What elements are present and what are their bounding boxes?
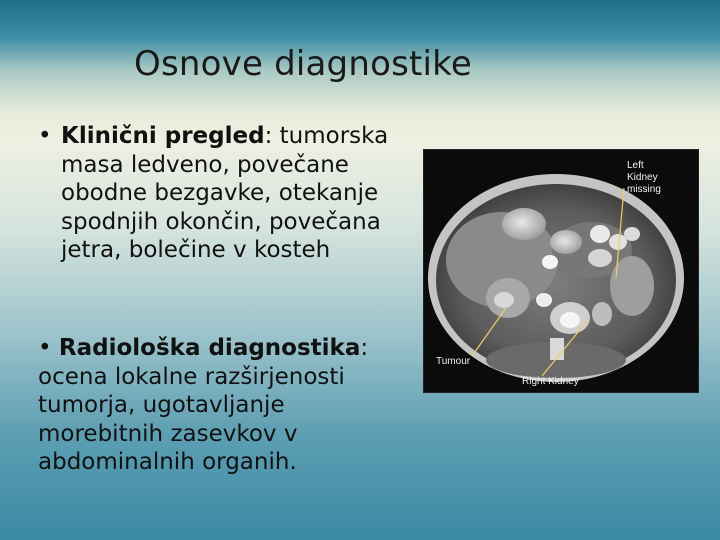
bullet-text-line: ocena lokalne razširjenosti xyxy=(38,363,345,390)
bullet-text-line: jetra, bolečine v kosteh xyxy=(61,237,331,263)
ct-scan-image xyxy=(424,150,698,392)
label-left-kidney-missing: Left Kidney missing xyxy=(627,160,661,195)
bullet-text-line: tumorja, ugotavljanje xyxy=(38,392,285,418)
bullet-dot: • xyxy=(38,335,52,361)
bullet-term: Radiološka diagnostika xyxy=(58,335,361,361)
bullet-text-line: morebitnih zasevkov v xyxy=(38,420,298,447)
bullet-colon: : xyxy=(360,335,369,361)
bullet-text-line: spodnjih okončin, povečana xyxy=(61,208,381,235)
bullet-term: Klinični pregled xyxy=(61,123,265,149)
slide-title: Osnove diagnostike xyxy=(134,44,472,84)
label-right-kidney: Right Kidney xyxy=(522,376,579,387)
bullet-dot: • xyxy=(38,123,52,149)
bullet-colon: : xyxy=(264,123,273,149)
bullet-text-line: masa ledveno, povečane xyxy=(61,151,349,178)
bullet-text-line: abdominalnih organih. xyxy=(38,449,297,475)
bullet-clinical-exam xyxy=(38,122,418,265)
label-tumour: Tumour xyxy=(436,356,471,367)
bullet-radiological-diagnostics xyxy=(38,334,398,477)
bullet-text-line: tumorska xyxy=(272,123,389,149)
bullet-text-line: obodne bezgavke, otekanje xyxy=(61,180,379,206)
